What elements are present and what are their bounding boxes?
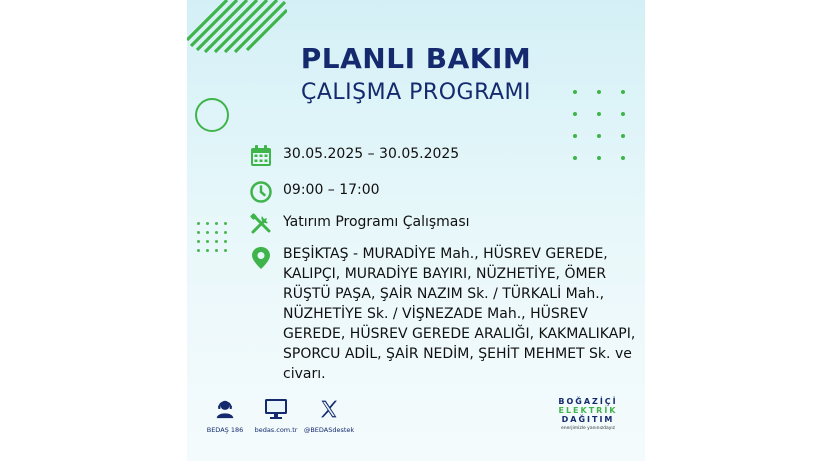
- date-range-text: 30.05.2025 – 30.05.2025: [283, 146, 460, 162]
- clock-icon: [249, 180, 273, 204]
- tools-icon: [249, 212, 273, 236]
- footer-social[interactable]: [299, 398, 359, 434]
- website-label: bedas.com.tr: [254, 426, 298, 434]
- dot-grid-decoration-left: [197, 222, 227, 252]
- page-subtitle: ÇALIŞMA PROGRAMI: [301, 80, 531, 105]
- affected-streets-text: BEŞİKTAŞ - MURADİYE Mah., HÜSREV GEREDE, KALIPÇI, MURADİYE BAYIRI, NÜZHETİYE, ÖMER RÜŞTÜ PAŞA, ŞAİR NAZIM Sk. / TÜRKALİ Mah., NÜZHETİYE Sk. / VİŞNEZADE Mah., HÜSREV GEREDE, HÜSREV GEREDE ARALIĞI, KAKMALIKAPI, SPORCU ADİL, ŞAİR NEDİM, ŞEHİT MEHMET Sk. ve civarı.: [283, 246, 636, 382]
- work-type-text: Yatırım Programı Çalışması: [283, 214, 470, 230]
- calendar-icon: [249, 144, 273, 168]
- work-type-row: [249, 212, 470, 236]
- footer-web[interactable]: [246, 398, 306, 434]
- location-row: [249, 244, 643, 384]
- date-row: [249, 144, 459, 168]
- location-pin-icon: [249, 244, 273, 272]
- logo-line-1: BOĞAZİÇİ: [558, 397, 618, 406]
- logo-line-2: ELEKTRİK: [558, 406, 618, 415]
- call-center-icon: [214, 398, 236, 420]
- maintenance-poster: [187, 0, 645, 461]
- logo-tagline: enerjimizle yanınızdayız: [560, 426, 616, 431]
- time-range-text: 09:00 – 17:00: [283, 182, 380, 198]
- phone-label: BEDAŞ 186: [206, 426, 244, 434]
- page-title: PLANLI BAKIM: [300, 42, 532, 75]
- time-row: [249, 180, 380, 204]
- monitor-icon: [264, 398, 288, 420]
- company-logo: [553, 397, 623, 431]
- logo-line-3: DAĞITIM: [561, 415, 615, 424]
- x-logo-icon: [319, 398, 339, 420]
- social-handle-label: @BEDASdestek: [303, 426, 355, 434]
